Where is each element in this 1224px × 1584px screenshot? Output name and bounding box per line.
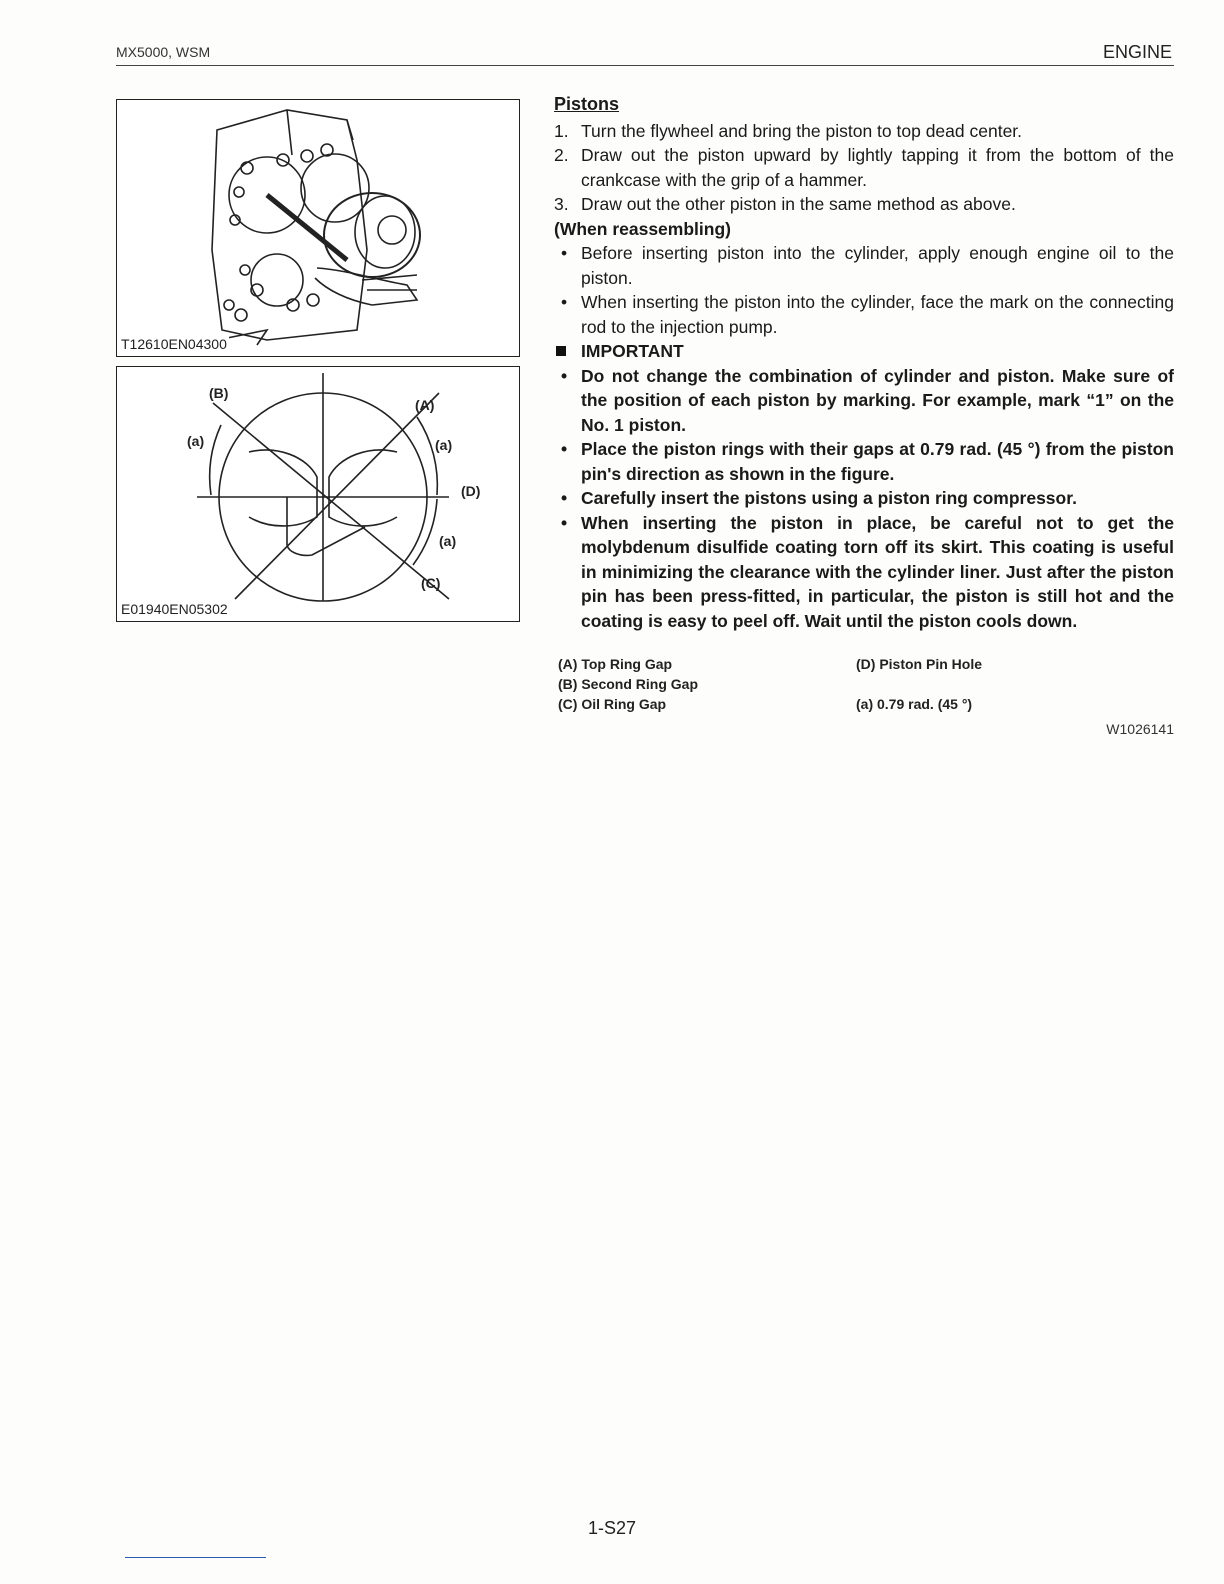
legend-row [558, 676, 998, 696]
important-item: • Place the piston rings with their gaps at 0.79 rad. (45 °) from the piston pin's direction as shown in the figure. [561, 439, 1174, 484]
diagram-label-b: (B) [209, 385, 229, 401]
legend-second-ring-gap: (B) Second Ring Gap [558, 676, 698, 692]
removal-steps [554, 119, 1174, 217]
step-item: 1. Turn the flywheel and bring the piston to top dead center. [554, 120, 1023, 141]
legend-top-ring-gap: (A) Top Ring Gap [558, 656, 673, 672]
reassembling-item: • Before inserting piston into the cylinder, apply enough engine oil to the piston. [561, 243, 1174, 288]
header-doc-title: MX5000, WSM [116, 44, 211, 60]
legend-row [558, 696, 998, 716]
figure-legend [558, 656, 998, 716]
reference-code: W1026141 [1106, 721, 1174, 737]
section-title: Pistons [554, 94, 620, 114]
square-bullet-icon [556, 346, 566, 356]
diagram-label-d: (D) [461, 483, 481, 499]
legend-piston-pin-hole: (D) Piston Pin Hole [856, 656, 982, 672]
diagram-label-a-upper: (A) [415, 397, 435, 413]
diagram-angle-label-right-bottom: (a) [439, 533, 457, 549]
important-list [554, 364, 1174, 634]
reassembling-list [554, 241, 1174, 339]
diagram-angle-label-right-top: (a) [435, 437, 453, 453]
important-heading: IMPORTANT [554, 339, 1174, 364]
legend-row [558, 656, 998, 676]
legend-oil-ring-gap: (C) Oil Ring Gap [558, 696, 667, 712]
reassembling-heading: (When reassembling) [554, 218, 731, 239]
photo-code: T12610EN04300 [121, 336, 227, 352]
footer-rule [125, 1557, 266, 1558]
diagram-label-c: (C) [421, 575, 441, 591]
diagram-angle-label-left: (a) [187, 433, 205, 449]
piston-removal-illustration [117, 100, 519, 356]
legend-angle: (a) 0.79 rad. (45 °) [856, 696, 973, 712]
header-rule [116, 65, 1174, 66]
important-item: • Carefully insert the pistons using a piston ring compressor. [561, 488, 1077, 508]
ring-gap-diagram [117, 367, 519, 621]
important-item: • Do not change the combination of cylinder and piston. Make sure of the position of each piston by marking. For example, mark “1” on the No. 1 piston. [561, 365, 1174, 435]
piston-removal-figure [116, 99, 520, 357]
header-section-title: ENGINE [1102, 42, 1172, 62]
reassembling-item: • When inserting the piston into the cylinder, face the mark on the connecting rod to the injection pump. [561, 292, 1174, 337]
important-item: • When inserting the piston in place, be careful not to get the molybdenum disulfide coating torn off its skirt. This coating is useful in minimizing the clearance with the cylinder liner. Just after the piston pin has been press-fitted, in particular, the piston is still hot and the coating is easy to peel off. Wait until the piston cools down. [561, 512, 1174, 631]
step-item: 2. Draw out the piston upward by lightly tapping it from the bottom of the crankcase with the grip of a hammer. [554, 145, 1174, 190]
ring-gap-diagram-figure [116, 366, 520, 622]
page-number: 1-S27 [587, 1518, 637, 1538]
step-item: 3. Draw out the other piston in the same method as above. [554, 194, 1016, 214]
diagram-code: E01940EN05302 [121, 601, 228, 617]
procedure-text [554, 92, 1174, 633]
